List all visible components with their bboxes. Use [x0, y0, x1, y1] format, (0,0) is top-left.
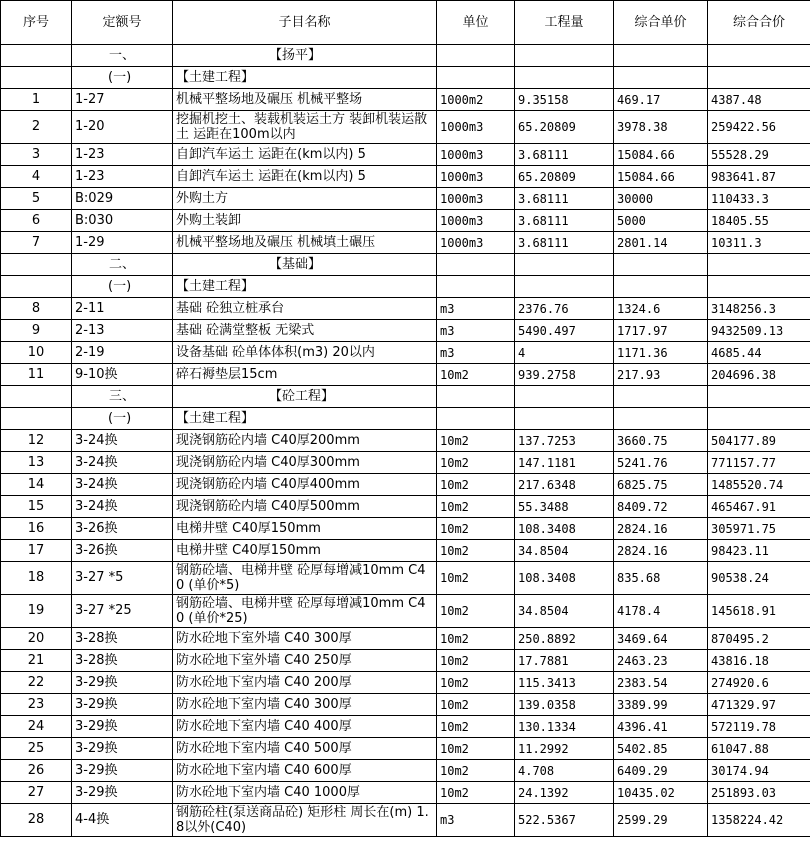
cell-unit-price: 30000	[614, 188, 708, 210]
col-header-unit: 单位	[437, 1, 515, 45]
cell-unit: m3	[437, 298, 515, 320]
table-row	[1, 562, 810, 595]
cell-unit	[437, 408, 515, 430]
col-header-name: 子目名称	[173, 1, 437, 45]
cell-quantity: 115.3413	[515, 672, 614, 694]
cell-code: (一)	[72, 67, 173, 89]
cell-no: 9	[1, 320, 72, 342]
cell-quantity: 939.2758	[515, 364, 614, 386]
cell-code: 3-28换	[72, 628, 173, 650]
cell-total: 10311.3	[708, 232, 810, 254]
cell-quantity	[515, 408, 614, 430]
cell-unit-price: 5241.76	[614, 452, 708, 474]
cell-no: 27	[1, 782, 72, 804]
cell-unit-price	[614, 254, 708, 276]
table-row	[1, 628, 810, 650]
cell-no	[1, 254, 72, 276]
cell-code: 9-10换	[72, 364, 173, 386]
table-row	[1, 298, 810, 320]
cell-total: 30174.94	[708, 760, 810, 782]
cell-unit: 1000m3	[437, 210, 515, 232]
cell-unit: 10m2	[437, 760, 515, 782]
table-row	[1, 540, 810, 562]
cell-quantity: 24.1392	[515, 782, 614, 804]
cell-no: 11	[1, 364, 72, 386]
cell-code: 3-24换	[72, 474, 173, 496]
cell-total: 251893.03	[708, 782, 810, 804]
cell-unit: m3	[437, 804, 515, 837]
cell-no: 4	[1, 166, 72, 188]
cell-unit-price: 2463.23	[614, 650, 708, 672]
cell-quantity: 9.35158	[515, 89, 614, 111]
cell-no: 2	[1, 111, 72, 144]
cell-name: 【土建工程】	[173, 276, 437, 298]
cell-unit-price: 6409.29	[614, 760, 708, 782]
cell-quantity: 4.708	[515, 760, 614, 782]
cell-name: 防水砼地下室内墙 C40 1000厚	[173, 782, 437, 804]
cell-code: (一)	[72, 276, 173, 298]
cell-name: 防水砼地下室外墙 C40 300厚	[173, 628, 437, 650]
cell-unit-price: 5000	[614, 210, 708, 232]
table-row	[1, 452, 810, 474]
cell-quantity: 4	[515, 342, 614, 364]
cell-code: 1-23	[72, 166, 173, 188]
cell-quantity	[515, 254, 614, 276]
cell-name: 自卸汽车运土 运距在(km以内) 5	[173, 144, 437, 166]
cell-total: 471329.97	[708, 694, 810, 716]
cell-unit: 1000m2	[437, 89, 515, 111]
cell-quantity	[515, 67, 614, 89]
cell-name: 机械平整场地及碾压 机械填土碾压	[173, 232, 437, 254]
table-row	[1, 111, 810, 144]
cell-unit: 1000m3	[437, 166, 515, 188]
table-row	[1, 518, 810, 540]
cell-total: 43816.18	[708, 650, 810, 672]
cell-unit-price: 2383.54	[614, 672, 708, 694]
cell-unit: m3	[437, 320, 515, 342]
cell-code: 3-26换	[72, 518, 173, 540]
cell-no: 10	[1, 342, 72, 364]
table-row	[1, 232, 810, 254]
cell-unit-price: 2599.29	[614, 804, 708, 837]
cell-no: 25	[1, 738, 72, 760]
cell-code: (一)	[72, 408, 173, 430]
cell-total: 983641.87	[708, 166, 810, 188]
cell-no: 26	[1, 760, 72, 782]
cell-unit-price: 2801.14	[614, 232, 708, 254]
cell-total	[708, 254, 810, 276]
cell-total: 98423.11	[708, 540, 810, 562]
cell-code: 1-27	[72, 89, 173, 111]
cell-code: 3-27 *5	[72, 562, 173, 595]
cell-quantity: 137.7253	[515, 430, 614, 452]
cell-code: 1-23	[72, 144, 173, 166]
cell-unit: 1000m3	[437, 111, 515, 144]
cell-unit-price: 3978.38	[614, 111, 708, 144]
cell-no: 3	[1, 144, 72, 166]
cell-name: 钢筋砼墙、电梯井壁 砼厚每增减10mm C40 (单价*25)	[173, 595, 437, 628]
cell-name: 【土建工程】	[173, 67, 437, 89]
cell-unit: 10m2	[437, 474, 515, 496]
subsection-row	[1, 276, 810, 298]
cell-name: 防水砼地下室内墙 C40 600厚	[173, 760, 437, 782]
cell-code: 3-29换	[72, 672, 173, 694]
cell-no	[1, 45, 72, 67]
cell-code: 1-29	[72, 232, 173, 254]
cell-quantity: 147.1181	[515, 452, 614, 474]
cell-unit-price	[614, 386, 708, 408]
cell-name: 外购土装卸	[173, 210, 437, 232]
cell-unit-price: 10435.02	[614, 782, 708, 804]
cell-total: 572119.78	[708, 716, 810, 738]
cell-unit-price	[614, 67, 708, 89]
cell-no	[1, 276, 72, 298]
cell-no: 16	[1, 518, 72, 540]
cell-code: 1-20	[72, 111, 173, 144]
cell-no: 18	[1, 562, 72, 595]
cell-code: 二、	[72, 254, 173, 276]
table-row	[1, 672, 810, 694]
cell-name: 基础 砼独立桩承台	[173, 298, 437, 320]
cell-total	[708, 67, 810, 89]
cell-code: 三、	[72, 386, 173, 408]
cell-name: 电梯井壁 C40厚150mm	[173, 518, 437, 540]
cell-code: B:030	[72, 210, 173, 232]
cell-name: 钢筋砼柱(泵送商品砼) 矩形柱 周长在(m) 1.8以外(C40)	[173, 804, 437, 837]
cell-quantity: 17.7881	[515, 650, 614, 672]
cell-unit-price: 5402.85	[614, 738, 708, 760]
cell-no: 6	[1, 210, 72, 232]
cell-unit: 10m2	[437, 650, 515, 672]
cell-unit-price: 15084.66	[614, 144, 708, 166]
col-header-unit-price: 综合单价	[614, 1, 708, 45]
cell-unit: 10m2	[437, 540, 515, 562]
cell-unit-price: 1171.36	[614, 342, 708, 364]
table-row	[1, 320, 810, 342]
cell-name: 【扬平】	[173, 45, 437, 67]
cell-quantity: 3.68111	[515, 188, 614, 210]
cell-unit-price: 3389.99	[614, 694, 708, 716]
cell-unit-price: 6825.75	[614, 474, 708, 496]
cell-name: 现浇钢筋砼内墙 C40厚300mm	[173, 452, 437, 474]
cell-no: 17	[1, 540, 72, 562]
cell-unit: 10m2	[437, 782, 515, 804]
cell-total: 110433.3	[708, 188, 810, 210]
table-row	[1, 430, 810, 452]
cell-total: 9432509.13	[708, 320, 810, 342]
cell-no: 19	[1, 595, 72, 628]
cell-total: 870495.2	[708, 628, 810, 650]
table-row	[1, 188, 810, 210]
cell-total: 204696.38	[708, 364, 810, 386]
table-row	[1, 650, 810, 672]
cell-name: 外购土方	[173, 188, 437, 210]
cell-unit: 10m2	[437, 628, 515, 650]
cell-quantity: 130.1334	[515, 716, 614, 738]
cell-unit-price	[614, 408, 708, 430]
cell-code: 3-28换	[72, 650, 173, 672]
cell-total: 305971.75	[708, 518, 810, 540]
cell-unit: 10m2	[437, 694, 515, 716]
cell-code: 3-24换	[72, 452, 173, 474]
cell-name: 基础 砼满堂整板 无梁式	[173, 320, 437, 342]
col-header-no: 序号	[1, 1, 72, 45]
cell-no: 14	[1, 474, 72, 496]
cell-total: 18405.55	[708, 210, 810, 232]
cell-total: 504177.89	[708, 430, 810, 452]
cell-total	[708, 276, 810, 298]
cell-quantity: 55.3488	[515, 496, 614, 518]
cell-unit: 1000m3	[437, 232, 515, 254]
cell-quantity: 108.3408	[515, 562, 614, 595]
cell-name: 碎石褥垫层15cm	[173, 364, 437, 386]
cell-quantity: 217.6348	[515, 474, 614, 496]
cell-no: 5	[1, 188, 72, 210]
cell-code: 3-26换	[72, 540, 173, 562]
cell-total: 465467.91	[708, 496, 810, 518]
cell-no: 28	[1, 804, 72, 837]
cell-quantity: 34.8504	[515, 540, 614, 562]
header-row	[1, 1, 810, 45]
cell-name: 现浇钢筋砼内墙 C40厚400mm	[173, 474, 437, 496]
cell-unit-price: 8409.72	[614, 496, 708, 518]
cell-name: 机械平整场地及碾压 机械平整场	[173, 89, 437, 111]
cell-unit	[437, 67, 515, 89]
cell-name: 电梯井壁 C40厚150mm	[173, 540, 437, 562]
cell-no: 15	[1, 496, 72, 518]
cell-unit-price: 1324.6	[614, 298, 708, 320]
table-row	[1, 89, 810, 111]
cell-unit: 1000m3	[437, 144, 515, 166]
cell-total: 771157.77	[708, 452, 810, 474]
cell-quantity: 3.68111	[515, 144, 614, 166]
cell-no	[1, 408, 72, 430]
table-row	[1, 716, 810, 738]
table-row	[1, 782, 810, 804]
cell-unit: 10m2	[437, 716, 515, 738]
cell-total: 61047.88	[708, 738, 810, 760]
cell-unit: 10m2	[437, 562, 515, 595]
cell-no: 1	[1, 89, 72, 111]
cell-unit: 1000m3	[437, 188, 515, 210]
cell-unit-price: 217.93	[614, 364, 708, 386]
table-row	[1, 760, 810, 782]
cell-no: 7	[1, 232, 72, 254]
cell-unit-price: 3469.64	[614, 628, 708, 650]
cell-unit-price: 15084.66	[614, 166, 708, 188]
cell-quantity: 3.68111	[515, 210, 614, 232]
table-row	[1, 474, 810, 496]
cell-unit-price: 3660.75	[614, 430, 708, 452]
cell-no: 12	[1, 430, 72, 452]
cell-quantity: 65.20809	[515, 166, 614, 188]
cell-name: 防水砼地下室外墙 C40 250厚	[173, 650, 437, 672]
cell-unit	[437, 276, 515, 298]
cell-unit-price: 1717.97	[614, 320, 708, 342]
cell-name: 防水砼地下室内墙 C40 400厚	[173, 716, 437, 738]
table-row	[1, 738, 810, 760]
cell-quantity	[515, 45, 614, 67]
cell-total	[708, 408, 810, 430]
cell-no: 13	[1, 452, 72, 474]
cell-unit-price	[614, 45, 708, 67]
cell-code: 3-29换	[72, 782, 173, 804]
subsection-row	[1, 408, 810, 430]
cell-code: 3-29换	[72, 716, 173, 738]
cell-total: 145618.91	[708, 595, 810, 628]
cell-total: 1485520.74	[708, 474, 810, 496]
cell-no: 21	[1, 650, 72, 672]
cell-total: 4387.48	[708, 89, 810, 111]
cell-name: 现浇钢筋砼内墙 C40厚200mm	[173, 430, 437, 452]
cell-quantity: 3.68111	[515, 232, 614, 254]
cell-unit-price: 835.68	[614, 562, 708, 595]
cell-quantity: 11.2992	[515, 738, 614, 760]
table-row	[1, 144, 810, 166]
cell-name: 自卸汽车运土 运距在(km以内) 5	[173, 166, 437, 188]
table-row	[1, 694, 810, 716]
table-row	[1, 342, 810, 364]
cell-unit: 10m2	[437, 364, 515, 386]
cell-quantity: 34.8504	[515, 595, 614, 628]
cell-code: B:029	[72, 188, 173, 210]
section-row	[1, 45, 810, 67]
cell-code: 3-29换	[72, 760, 173, 782]
cell-unit-price	[614, 276, 708, 298]
table-row	[1, 804, 810, 837]
cell-code: 2-19	[72, 342, 173, 364]
cell-unit	[437, 254, 515, 276]
cell-unit: m3	[437, 342, 515, 364]
cell-total: 55528.29	[708, 144, 810, 166]
cell-name: 【土建工程】	[173, 408, 437, 430]
cell-name: 钢筋砼墙、电梯井壁 砼厚每增减10mm C40 (单价*5)	[173, 562, 437, 595]
cell-total: 259422.56	[708, 111, 810, 144]
col-header-code: 定额号	[72, 1, 173, 45]
cell-unit-price: 4178.4	[614, 595, 708, 628]
cell-no	[1, 67, 72, 89]
cell-unit-price: 2824.16	[614, 518, 708, 540]
cell-quantity: 250.8892	[515, 628, 614, 650]
cell-total	[708, 45, 810, 67]
cell-total: 4685.44	[708, 342, 810, 364]
section-row	[1, 254, 810, 276]
cell-name: 挖掘机挖土、装载机装运土方 装卸机装运散土 运距在100m以内	[173, 111, 437, 144]
cell-quantity: 65.20809	[515, 111, 614, 144]
cell-unit: 10m2	[437, 672, 515, 694]
cell-unit-price: 469.17	[614, 89, 708, 111]
table-row	[1, 496, 810, 518]
cell-unit	[437, 45, 515, 67]
cell-no: 23	[1, 694, 72, 716]
cell-code: 2-13	[72, 320, 173, 342]
cell-name: 现浇钢筋砼内墙 C40厚500mm	[173, 496, 437, 518]
cell-no	[1, 386, 72, 408]
cell-name: 防水砼地下室内墙 C40 500厚	[173, 738, 437, 760]
cell-unit: 10m2	[437, 496, 515, 518]
cell-quantity	[515, 386, 614, 408]
cell-code: 3-24换	[72, 496, 173, 518]
cell-unit: 10m2	[437, 430, 515, 452]
table-row	[1, 210, 810, 232]
cell-unit: 10m2	[437, 452, 515, 474]
cell-no: 22	[1, 672, 72, 694]
cell-no: 24	[1, 716, 72, 738]
cell-code: 2-11	[72, 298, 173, 320]
cell-total: 90538.24	[708, 562, 810, 595]
cell-name: 设备基础 砼单体体积(m3) 20以内	[173, 342, 437, 364]
cell-no: 8	[1, 298, 72, 320]
cell-quantity: 2376.76	[515, 298, 614, 320]
subsection-row	[1, 67, 810, 89]
cell-code: 3-27 *25	[72, 595, 173, 628]
cell-unit: 10m2	[437, 518, 515, 540]
cell-quantity: 108.3408	[515, 518, 614, 540]
cell-code: 4-4换	[72, 804, 173, 837]
cell-total: 274920.6	[708, 672, 810, 694]
cell-unit	[437, 386, 515, 408]
cell-quantity: 522.5367	[515, 804, 614, 837]
cell-total: 1358224.42	[708, 804, 810, 837]
cell-unit: 10m2	[437, 738, 515, 760]
cell-code: 3-29换	[72, 738, 173, 760]
cell-name: 【基础】	[173, 254, 437, 276]
cell-total	[708, 386, 810, 408]
cell-total: 3148256.3	[708, 298, 810, 320]
cell-quantity: 5490.497	[515, 320, 614, 342]
cell-code: 一、	[72, 45, 173, 67]
table-row	[1, 166, 810, 188]
cell-name: 【砼工程】	[173, 386, 437, 408]
cell-quantity: 139.0358	[515, 694, 614, 716]
cell-unit-price: 4396.41	[614, 716, 708, 738]
table-row	[1, 364, 810, 386]
cell-code: 3-29换	[72, 694, 173, 716]
section-row	[1, 386, 810, 408]
cell-unit: 10m2	[437, 595, 515, 628]
cell-name: 防水砼地下室内墙 C40 200厚	[173, 672, 437, 694]
col-header-total: 综合合价	[708, 1, 810, 45]
cell-code: 3-24换	[72, 430, 173, 452]
cell-name: 防水砼地下室内墙 C40 300厚	[173, 694, 437, 716]
col-header-quantity: 工程量	[515, 1, 614, 45]
table-row	[1, 595, 810, 628]
cell-unit-price: 2824.16	[614, 540, 708, 562]
cell-quantity	[515, 276, 614, 298]
cell-no: 20	[1, 628, 72, 650]
